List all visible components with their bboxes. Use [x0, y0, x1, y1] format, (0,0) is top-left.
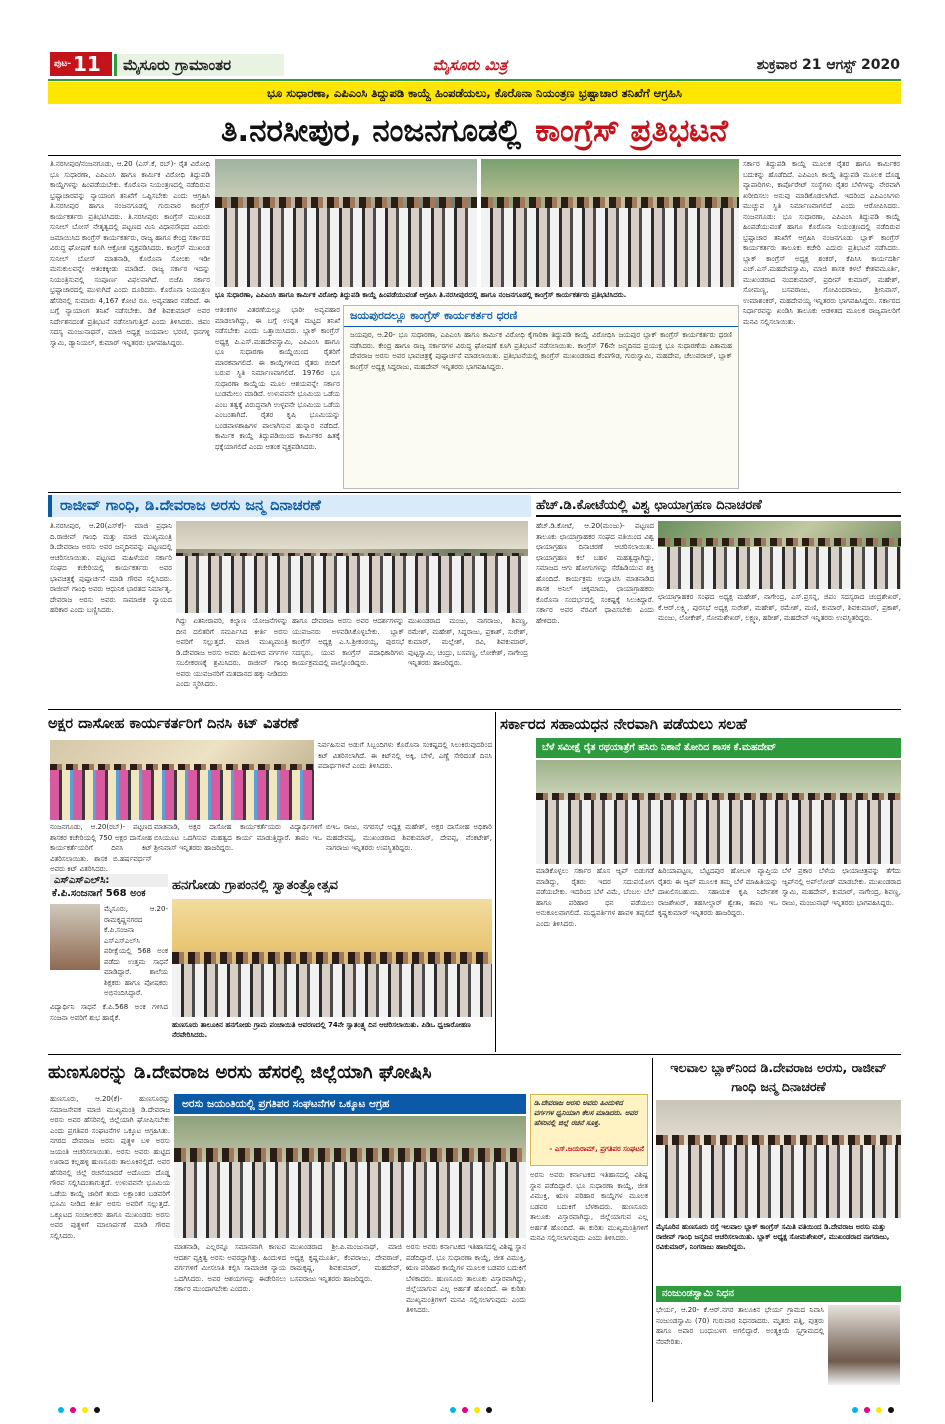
hunsur-quote: ಡಿ.ದೇವರಾಜ ಅರಸು ಅವರು ಹಿಂದುಳಿದ ವರ್ಗಗಳ ಧ್ವನಿಯಾಗಿ ಕೆಲಸ ಮಾಡಿದರು. ಅವರ ಹೆಸರಿನಲ್ಲಿ ಜಿಲ್ಲೆ ರಚನೆ ಸೂಕ್ತ. [534, 1099, 638, 1127]
masthead-rule [48, 79, 901, 81]
akshara-body-4: ಬಿಇಒ ರಾಜು, ನಗರಸಭೆ ಅಧ್ಯಕ್ಷ ಮಹೇಶ್, ಅಕ್ಷರ ದಾಸೋಹ ಅಧಿಕಾರಿ ಮಹದೇವಪ್ಪ, ಮುಖಂಡರಾದ ಶಿವಕುಮಾರ್, ದೇವಪ್ಪ, ವೆಂಕಟೇಶ್, ನಾಗರಾಜು ಇನ್ನಿತರರು ಉಪಸ್ಥಿತರಿದ್ದರು. [326, 823, 492, 852]
lead-body-col2: ಆತಂಕಗಳ ವಿತರಣೆಯಲ್ಲೂ ಭಾರೀ ಅವ್ಯವಹಾರ ಮಾಡಲಾಗಿದ್ದು, ಈ ಬಗ್ಗೆ ಉನ್ನತ ಮಟ್ಟದ ತನಿಖೆ ನಡೆಸಬೇಕು ಎಂದು ಒತ್ತಾಯಿಸಿದರು. ಬ್ಲಾಕ್ ಕಾಂಗ್ರೆಸ್ ಅಧ್ಯಕ್ಷ ಪಿ.ಎಸ್.ಮಹದೇವಸ್ವಾಮಿ, ಎಪಿಎಂಸಿ ಹಾಗೂ ಭೂ ಸುಧಾರಣಾ ಕಾಯ್ದೆಯಿಂದ ರೈತರಿಗೆ ಮಾರಕವಾಗಲಿದೆ. ಈ ಕಾಯ್ದೆಗಳಿಂದ ರೈತರು ಬೀದಿಗೆ ಬರುವ ಸ್ಥಿತಿ ನಿರ್ಮಾಣವಾಗಲಿದೆ. 1976ರ ಭೂ ಸುಧಾರಣಾ ಕಾಯ್ದೆಯ ಮೂಲ ಆಶಯವನ್ನೇ ಸರ್ಕಾರ ಬುಡಮೇಲು ಮಾಡಿದೆ. ಉಳುವವನೇ ಭೂಮಿಯ ಒಡೆಯ ಎಂಬ ತತ್ವಕ್ಕೆ ವಿರುದ್ಧವಾಗಿ ಉಳ್ಳವನೇ ಭೂಮಿಯ ಒಡೆಯ ಎಂಬಂತಾಗಿದೆ. ರೈತರ ಕೃಷಿ ಭೂಮಿಯನ್ನು ಬಂಡವಾಳಶಾಹಿಗಳ ಪಾಲಾಗಿಸುವ ಹುನ್ನಾರ ನಡೆದಿದೆ. ಕಾರ್ಮಿಕ ಕಾಯ್ದೆ ತಿದ್ದುಪಡಿಯಿಂದ ಕಾರ್ಮಿಕರ ಹಿತಕ್ಕೆ ಧಕ್ಕೆಯಾಗಲಿದೆ ಎಂದು ಆತಂಕ ವ್ಯಕ್ತಪಡಿಸಿದರು. [215, 306, 340, 451]
sarkara-body-2: ಮಾಡಿಕೊಳ್ಳಲು ಸರ್ಕಾರ ಹೊಸ ಆ್ಯಪ್ ಬಿಡುಗಡೆ ಮಾಡಿದ್ದು, ರೈತರು ಇದರ ಸದುಪಯೋಗ ಪಡೆಯಬೇಕು. ಇದರಿಂದ ಬೆಳೆ ವಿಮೆ, ಬೆಂಬಲ ಬೆಲೆ ಹಾಗೂ ಪರಿಹಾರ ಧನ ಪಡೆಯಲು ಅನುಕೂಲವಾಗಲಿದೆ. ಮಧ್ಯವರ್ತಿಗಳ ಹಾವಳಿ ತಪ್ಪಲಿದೆ ಎಂದು ತಿಳಿಸಿದರು. [536, 867, 654, 928]
hunsur-headline: ಹುಣಸೂರನ್ನು ಡಿ.ದೇವರಾಜ ಅರಸು ಹೆಸರಲ್ಲಿ ಜಿಲ್ಲೆಯಾಗಿ ಘೋಷಿಸಿ [48, 1062, 432, 1083]
ilavala-headline: ಇಲವಾಲ ಬ್ಲಾಕ್‌ನಿಂದ ಡಿ.ದೇವರಾಜ ಅರಸು, ರಾಜೀವ್ ಗಾಂಧಿ ಜನ್ಮ ದಿನಾಚರಣೆ [670, 1060, 887, 1094]
registration-mark [58, 1407, 64, 1413]
hunsur-quote-author: - ಎಸ್.ಜಯರಾಮ್, ಪ್ರಗತಿಪರ ಸಂಘಟನೆ [549, 1145, 644, 1153]
registration-mark [450, 1407, 456, 1413]
page-number: 11 [72, 52, 101, 76]
sarkara-body-3: ಹಿರಿಯಾಪಟ್ಟಣ, ಬೆಟ್ಟದಪುರ ಹೋಬಳಿ ವ್ಯಾಪ್ತಿಯ ರೈತರು ಈ ಆ್ಯಪ್ ಮೂಲಕ ತಮ್ಮ ಬೆಳೆ ಮಾಹಿತಿಯನ್ನು ದಾಖಲಿಸಬಹುದು. ಸಹಾಯಕ ಕೃಷಿ ನಿರ್ದೇಶಕ ರಾಜಶೇಖರ್, ತಹಸೀಲ್ದಾರ್ ಶ್ವೇತಾ, ತಾಪಂ ಇಒ ಕೃಷ್ಣಕುಮಾರ್ ಇನ್ನಿತರರು ಹಾಜರಿದ್ದರು. [658, 867, 778, 917]
registration-mark [876, 1407, 882, 1413]
lead-body-col5: ಸರ್ಕಾರ ತಿದ್ದುಪಡಿ ಕಾಯ್ದೆ ಮೂಲಕ ರೈತರ ಹಾಗೂ ಕಾರ್ಮಿಕರ ಬದುಕನ್ನು ಹೊಡೆದಿದೆ. ಎಪಿಎಂಸಿ ಕಾಯ್ದೆ ತಿದ್ದುಪಡಿ ಮೂಲಕ ದೊಡ್ಡ ವ್ಯಾಪಾರಿಗಳು, ಕಾರ್ಪೊರೇಟ್ ಸಂಸ್ಥೆಗಳು ರೈತರ ಬೆಳೆಗಳನ್ನು ನೇರವಾಗಿ ಖರೀದಿಸಲು ಅನುವು ಮಾಡಿಕೊಡಲಾಗಿದೆ. ಇದರಿಂದ ಎಪಿಎಂಸಿಗಳು ಮುಚ್ಚುವ ಸ್ಥಿತಿ ನಿರ್ಮಾಣವಾಗಲಿದೆ ಎಂದು ಆರೋಪಿಸಿದರು. ನಂಜನಗೂಡು: ಭೂ ಸುಧಾರಣಾ, ಎಪಿಎಂಸಿ ತಿದ್ದುಪಡಿ ಕಾಯ್ದೆ ಹಿಂಪಡೆಯುವಂತೆ ಹಾಗೂ ಕೊರೊನಾ ನಿಯಂತ್ರಣದಲ್ಲಿ ನಡೆದಿರುವ ಭ್ರಷ್ಟಾಚಾರ ತನಿಖೆಗೆ ಆಗ್ರಹಿಸಿ ನಂಜನಗೂಡು ಬ್ಲಾಕ್ ಕಾಂಗ್ರೆಸ್ ಕಾರ್ಯಕರ್ತರು ತಾಲೂಕು ಕಚೇರಿ ಎದುರು ಪ್ರತಿಭಟನೆ ನಡೆಸಿದರು. ಬ್ಲಾಕ್ ಕಾಂಗ್ರೆಸ್ ಅಧ್ಯಕ್ಷ ಶಂಕರ್, ಕೆಪಿಸಿಸಿ ಕಾರ್ಯದರ್ಶಿ ಎಚ್.ಎಸ್.ಮಹದೇವಸ್ವಾಮಿ, ಮಾಜಿ ಶಾಸಕ ಕಳಲೆ ಕೇಶವಮೂರ್ತಿ, ಮುಖಂಡರಾದ ನಂದಕುಮಾರ್, ಪ್ರದೀಪ್ ಕುಮಾರ್, ಮಹೇಶ್, ಸೋಮಣ್ಣ, ಬಸವರಾಜು, ಗೋವಿಂದರಾಜು, ಶ್ರೀನಿವಾಸ್, ಉಮಾಶಂಕರ್, ಮಹದೇವಯ್ಯ ಇನ್ನಿತರರು ಭಾಗವಹಿಸಿದ್ದರು. ಸರ್ಕಾರದ ನಿರ್ಧಾರವನ್ನು ಖಂಡಿಸಿ ತಾಲೂಕು ಆಡಳಿತದ ಮೂಲಕ ರಾಜ್ಯಪಾಲರಿಗೆ ಮನವಿ ಸಲ್ಲಿಸಲಾಯಿತು. [743, 160, 900, 326]
page-number-badge [50, 52, 112, 76]
sslc-headline: ಎಸ್‌ಎಸ್‌ಎಲ್‌ಸಿ: [50, 874, 168, 887]
akshara-body-1: ನಂಜನಗೂಡು, ಆ.20(ರಬ್)- ಪಟ್ಟಣದ ಶಾಸಕರ ಕಚೇರಿಯಲ್ಲಿ 750 ಅಕ್ಷರ ದಾಸೋಹ ಕಾರ್ಯಕರ್ತೆಯರಿಗೆ ದಿನಸಿ ಕಿಟ್ ವಿತರಿಸಲಾಯಿತು. ಶಾಸಕ ಬಿ.ಹರ್ಷವರ್ಧನ್ ಅವರು ಕಿಟ್ ವಿತರಿಸಿದರು. [50, 823, 152, 872]
sarkara-banner [536, 738, 901, 758]
rajiv-photo [176, 521, 528, 613]
registration-mark [852, 1407, 858, 1413]
akshara-photo [50, 740, 314, 820]
registration-mark [864, 1407, 870, 1413]
sarkara-photo [536, 760, 901, 864]
obituary-body: ಭೇರ್ಯ, ಆ.20- ಕೆ.ಆರ್.ನಗರ ತಾಲೂಕಿನ ಭೇರ್ಯ ಗ್ರಾಮದ ನಿವಾಸಿ ನಂಜುಂಡಸ್ವಾಮಿ (70) ಗುರುವಾರ ನಿಧನರಾದರು. ಮೃತರು ಪತ್ನಿ, ಪುತ್ರರು ಹಾಗೂ ಅಪಾರ ಬಂಧುಬಳಗ ಅಗಲಿದ್ದಾರೆ. ಅಂತ್ಯಕ್ರಿಯೆ ಸ್ವಗ್ರಾಮದಲ್ಲಿ ನೆರವೇರಿತು. [656, 1306, 824, 1346]
registration-mark [82, 1407, 88, 1413]
sslc-subhead: ಕೆ.ಪಿ.ಸಂಜನಾಗೆ 568 ಅಂಕ [52, 888, 146, 899]
rajiv-body-2: ಗಿದ್ದು ಏತನೀರಾವರಿ, ಕಲ್ಯಾಣ ಯೋಜನೆಗಳನ್ನು ದೀನ ದಲಿತರಿಗೆ ಸಮರ್ಪಿಸಿದ ಕೀರ್ತಿ ಅರಸು ಅವರಿಗೆ ಸಲ್ಲುತ್ತದೆ. ಮಾಜಿ ಮುಖ್ಯಮಂತ್ರಿ ಡಿ.ದೇವರಾಜ ಅರಸು ಅವರು ಹಿಂದುಳಿದ ವರ್ಗಗಳ ಸಬಲೀಕರಣಕ್ಕೆ ಶ್ರಮಿಸಿದರು. ರಾಜೀವ್ ಗಾಂಧಿ ಅವರು ಯುವಜನರಿಗೆ ಮತದಾನದ ಹಕ್ಕು ನೀಡಿದರು ಎಂದು ಸ್ಮರಿಸಿದರು. [176, 617, 288, 688]
lead-headline [48, 108, 901, 154]
issue-date: ಶುಕ್ರವಾರ 21 ಆಗಸ್ಟ್ 2020 [756, 57, 900, 73]
rule [48, 492, 901, 493]
registration-mark [462, 1407, 468, 1413]
rajiv-body-3: ಹಾಗೂ ದೇವರಾಜ ಅರಸು ಅವರ ಆದರ್ಶಗಳನ್ನು ಯುವಜನರು ಅಳವಡಿಸಿಕೊಳ್ಳಬೇಕು. ಬ್ಲಾಕ್ ಕಾಂಗ್ರೆಸ್ ಅಧ್ಯಕ್ಷ ಎ.ಸಿ.ಶ್ರೀಕಂಠಯ್ಯ, ಪುರಸಭೆ ಸದಸ್ಯರು, ಯುವ ಕಾಂಗ್ರೆಸ್ ಪದಾಧಿಕಾರಿಗಳು ಕಾರ್ಯಕ್ರಮದಲ್ಲಿ ಪಾಲ್ಗೊಂಡಿದ್ದರು. [292, 617, 404, 667]
sslc-student-photo [50, 904, 100, 970]
hunsur-body-2: ಮಾತನಾಡಿ, ಎಲ್ಲರನ್ನೂ ಸಮಾನವಾಗಿ ಕಾಣುವ ಆದರ್ಶ ವ್ಯಕ್ತಿತ್ವ ಅರಸು ಅವರದ್ದಾಗಿತ್ತು. ಹಿಂದುಳಿದ ವರ್ಗಗಳಿಗೆ ಮೀಸಲಾತಿ ಕಲ್ಪಿಸಿ ಸಾಮಾಜಿಕ ನ್ಯಾಯ ಒದಗಿಸಿದರು. ಅವರ ಆಶಯಗಳನ್ನು ಈಡೇರಿಸಲು ಸರ್ಕಾರ ಮುಂದಾಗಬೇಕು ಎಂದರು. [174, 1243, 286, 1293]
registration-mark [474, 1407, 480, 1413]
rajiv-headline: ರಾಜೀವ್ ಗಾಂಧಿ, ಡಿ.ದೇವರಾಜ ಅರಸು ಜನ್ಮ ದಿನಾಚರಣೆ [60, 498, 321, 514]
paper-name: ಮೈಸೂರು ಮಿತ್ರ [432, 56, 508, 74]
hunsur-banner-text: ಅರಸು ಜಯಂತಿಯಲ್ಲಿ ಪ್ರಗತಿಪರ ಸಂಘಟನೆಗಳ ಒಕ್ಕೂಟ ಆಗ್ರಹ [182, 1098, 390, 1110]
registration-mark [888, 1407, 894, 1413]
hdkote-headline: ಹೆಚ್.ಡಿ.ಕೋಟೆಯಲ್ಲಿ ವಿಶ್ವ ಛಾಯಾಗ್ರಹಣ ದಿನಾಚರಣೆ [536, 495, 901, 517]
hunsur-body-4: ಅರಸು ಅವರು ಕರ್ನಾಟಕದ ಇತಿಹಾಸದಲ್ಲಿ ವಿಶಿಷ್ಟ ಸ್ಥಾನ ಪಡೆದಿದ್ದಾರೆ. ಭೂ ಸುಧಾರಣಾ ಕಾಯ್ದೆ, ಜೀತ ವಿಮುಕ್ತಿ, ಋಣ ಪರಿಹಾರ ಕಾಯ್ದೆಗಳ ಮೂಲಕ ಬಡವರ ಬದುಕಿಗೆ ಬೆಳಕಾದರು. ಹುಣಸೂರು ತಾಲೂಕು ವಿಸ್ತಾರವಾಗಿದ್ದು, ಜಿಲ್ಲೆಯಾಗುವ ಎಲ್ಲ ಅರ್ಹತೆ ಹೊಂದಿದೆ. ಈ ಕುರಿತು ಮುಖ್ಯಮಂತ್ರಿಗಳಿಗೆ ಮನವಿ ಸಲ್ಲಿಸಲಾಗುವುದು ಎಂದು ತಿಳಿಸಿದರು. [406, 1243, 526, 1314]
protest-photo-nanjangud [481, 159, 739, 287]
sub-head: ಜಯಪುರದಲ್ಲೂ ಕಾಂಗ್ರೆಸ್ ಕಾರ್ಯಕರ್ತರ ಧರಣಿ [344, 306, 738, 327]
lead-headline-red: ಕಾಂಗ್ರೆಸ್ ಪ್ರತಿಭಟನೆ [535, 112, 728, 149]
hunsur-body-1: ಹುಣಸೂರು, ಆ.20(ಕೆ)- ಹುಣಸೂರನ್ನು ಸಮಾಜಸೇವಕ ಮಾಜಿ ಮುಖ್ಯಮಂತ್ರಿ ಡಿ.ದೇವರಾಜ ಅರಸು ಅವರ ಹೆಸರಿನಲ್ಲಿ ಜಿಲ್ಲೆಯಾಗಿ ಘೋಷಿಸಬೇಕು ಎಂದು ಪ್ರಗತಿಪರ ಸಂಘಟನೆಗಳ ಒಕ್ಕೂಟ ಆಗ್ರಹಿಸಿತು. ನಗರದ ದೇವರಾಜ ಅರಸು ಪುತ್ಥಳಿ ಬಳಿ ಅರಸು ಜಯಂತಿ ಆಚರಿಸಲಾಯಿತು. ಅರಸು ಅವರು ಹುಟ್ಟಿದ ಊರಾದ ಕಲ್ಲಹಳ್ಳಿ ಹುಣಸೂರು ತಾಲೂಕಿನಲ್ಲಿದೆ. ಅವರ ಹೆಸರಿನಲ್ಲಿ ಜಿಲ್ಲೆ ರಚನೆಯಾದರೆ ಅದೊಂದು ದೊಡ್ಡ ಗೌರವ ಸಲ್ಲಿಸಿದಂತಾಗುತ್ತದೆ. ಉಳುವವನೇ ಭೂಮಿಯ ಒಡೆಯ ಕಾಯ್ದೆ ಜಾರಿಗೆ ತಂದು ಲಕ್ಷಾಂತರ ಬಡವರಿಗೆ ಭೂಮಿ ನೀಡಿದ ಕೀರ್ತಿ ಅರಸು ಅವರಿಗೆ ಸಲ್ಲುತ್ತದೆ. ಒಕ್ಕೂಟದ ಸಂಚಾಲಕರು ಹಾಗೂ ಮುಖಂಡರು ಅರಸು ಅವರ ಪುತ್ಥಳಿಗೆ ಮಾಲಾರ್ಪಣೆ ಮಾಡಿ ಗೌರವ ಸಲ್ಲಿಸಿದರು. [50, 1095, 170, 1240]
hunsur-banner [174, 1094, 526, 1114]
sslc-footnote: ವಿದ್ಯಾರ್ಥಿನಿ ಸಾಧನೆ ಕೆ.ಪಿ.568 ಅಂಕ ಗಳಿಸಿದ ಸಂಜನಾ ಅವರಿಗೆ ಶುಭ ಹಾರೈಕೆ. [50, 1003, 168, 1022]
rajiv-body-1: ತಿ.ನರಸೀಪುರ, ಆ.20(ಎಸ್‌ಕೆ)- ಮಾಜಿ ಪ್ರಧಾನಿ ದಿ.ರಾಜೀವ್ ಗಾಂಧಿ ಮತ್ತು ಮಾಜಿ ಮುಖ್ಯಮಂತ್ರಿ ಡಿ.ದೇವರಾಜ ಅರಸು ಅವರ ಜನ್ಮದಿನವನ್ನು ಪಟ್ಟಣದಲ್ಲಿ ಆಚರಿಸಲಾಯಿತು. ಪಟ್ಟಣದ ಮಹಿಳೆಯರ ಸರ್ಕಾರಿ ಸಂಘದ ಕಚೇರಿಯಲ್ಲಿ ಕಾರ್ಯಕರ್ತರು ಅವರ ಭಾವಚಿತ್ರಕ್ಕೆ ಪುಷ್ಪಾರ್ಚನೆ ಮಾಡಿ ಗೌರವ ಸಲ್ಲಿಸಿದರು. ರಾಜೀವ್ ಗಾಂಧಿ ಅವರು ಆಧುನಿಕ ಭಾರತದ ನಿರ್ಮಾತೃ. ದೇವರಾಜ ಅರಸು ಅವರು ಸಾಮಾಜಿಕ ನ್ಯಾಯದ ಹರಿಕಾರ ಎಂದು ಬಣ್ಣಿಸಿದರು. [50, 522, 172, 614]
rule [48, 709, 901, 710]
ilavala-caption: ಮೈಸೂರಿನ ಹುಣಸೂರು ರಸ್ತೆ ಇಲವಾಲ ಬ್ಲಾಕ್ ಕಾಂಗ್ರೆಸ್ ಸಮಿತಿ ವತಿಯಿಂದ ಡಿ.ದೇವರಾಜ ಅರಸು ಮತ್ತು ರಾಜೀವ್ ಗಾಂಧಿ ಜನ್ಮದಿನ ಆಚರಿಸಲಾಯಿತು. ಬ್ಲಾಕ್ ಅಧ್ಯಕ್ಷ ಸೋಮಶೇಖರ್, ಮುಖಂಡರಾದ ನಾಗರಾಜು, ರವಿಕುಮಾರ್, ನಿಂಗರಾಜು ಹಾಜರಿದ್ದರು. [656, 1223, 890, 1251]
divider [495, 712, 496, 1052]
obituary-portrait [828, 1305, 900, 1385]
sslc-body: ಮೈಸೂರು, ಆ.20- ರಾಮಕೃಷ್ಣನಗರದ ಕೆ.ಪಿ.ಸಂಜನಾ ಎಸ್‌ಎಸ್‌ಎಲ್‌ಸಿ ಪರೀಕ್ಷೆಯಲ್ಲಿ 568 ಅಂಕ ಪಡೆದು ಉತ್ತಮ ಸಾಧನೆ ಮಾಡಿದ್ದಾರೆ. ಶಾಲೆಯ ಶಿಕ್ಷಕರು ಹಾಗೂ ಪೋಷಕರು ಅಭಿನಂದಿಸಿದ್ದಾರೆ. [104, 905, 168, 997]
hdkote-photo [658, 521, 901, 589]
ilavala-photo [656, 1100, 901, 1218]
protest-photo-tnarsipur [215, 159, 477, 287]
sub-body: ಜಯಪುರ, ಆ.20- ಭೂ ಸುಧಾರಣಾ, ಎಪಿಎಂಸಿ ಹಾಗೂ ಕಾರ್ಮಿಕ ವಿರೋಧಿ ಕೈಗಾರಿಕಾ ತಿದ್ದುಪಡಿ ಕಾಯ್ದೆ ವಿರೋಧಿಸಿ ಜಯಪುರ ಬ್ಲಾಕ್ ಕಾಂಗ್ರೆಸ್ ಕಾರ್ಯಕರ್ತರು ಧರಣಿ ನಡೆಸಿದರು. ಕೇಂದ್ರ ಹಾಗೂ ರಾಜ್ಯ ಸರ್ಕಾರಗಳ ವಿರುದ್ಧ ಘೋಷಣೆ ಕೂಗಿ ಪ್ರತಿಭಟನೆ ನಡೆಸಲಾಯಿತು. ಕಾಂಗ್ರೆಸ್ 76ನೇ ಜನ್ಮದಿನದ ಪ್ರಯುಕ್ತ ಭೂ ಸುಧಾರಣೆಯ ಪಿತಾಮಹ ದೇವರಾಜ ಅರಸು ಅವರ ಭಾವಚಿತ್ರಕ್ಕೆ ಪುಷ್ಪಾರ್ಚನೆ ಮಾಡಲಾಯಿತು. ಪ್ರತಿಭಟನೆಯಲ್ಲಿ ಕಾಂಗ್ರೆಸ್ ಮುಖಂಡರಾದ ಕೆಂಪಗೌಡ, ಗುರುಸ್ವಾಮಿ, ಮಹದೇವ, ಚೆಲುವರಾಜ್, ಬ್ಲಾಕ್ ಕಾಂಗ್ರೆಸ್ ಅಧ್ಯಕ್ಷ ಸಿದ್ದರಾಜು, ಮಹದೇವ್ ಇನ್ನಿತರರು ಭಾಗವಹಿಸಿದ್ದರು. [350, 331, 732, 371]
rajiv-body-4: ಮುಖಂಡರಾದ ಮಂಜು, ನಾಗರಾಜು, ಶಿವಣ್ಣ, ರಮೇಶ್, ಮಹೇಶ್, ಸಿದ್ದರಾಜು, ಪ್ರಕಾಶ್, ಸುರೇಶ್, ಕುಮಾರ್, ಮಲ್ಲೇಶ್, ರವಿ, ಶಿವಕುಮಾರ್, ಪುಟ್ಟಸ್ವಾಮಿ, ಚಂದ್ರು, ಬಸವಣ್ಣ, ಲೋಕೇಶ್, ನಾಗೇಂದ್ರ ಇನ್ನಿತರರು ಹಾಜರಿದ್ದರು. [408, 617, 528, 667]
hanagodu-headline: ಹನಗೋಡು ಗ್ರಾಪಂನಲ್ಲಿ ಸ್ವಾತಂತ್ರ್ಯೋತ್ಸವ [172, 878, 338, 893]
page-label: ಪುಟ- [54, 59, 71, 69]
hanagodu-photo [172, 899, 492, 1017]
lead-photo-caption: ಭೂ ಸುಧಾರಣಾ, ಎಪಿಎಂಸಿ ಹಾಗೂ ಕಾರ್ಮಿಕ ವಿರೋಧಿ ತಿದ್ದುಪಡಿ ಕಾಯ್ದೆ ಹಿಂಪಡೆಯುವಂತೆ ಆಗ್ರಹಿಸಿ ತಿ.ನರಸೀಪುರದಲ್ಲಿ ಹಾಗೂ ನಂಜನಗೂಡಲ್ಲಿ ಕಾಂಗ್ರೆಸ್ ಕಾರ್ಯಕರ್ತರು ಪ್ರತಿಭಟಿಸಿದರು. [215, 291, 627, 299]
lead-kicker: ಭೂ ಸುಧಾರಣಾ, ಎಪಿಎಂಸಿ ತಿದ್ದುಪಡಿ ಕಾಯ್ದೆ ಹಿಂಪಡೆಯಲು, ಕೊರೊನಾ ನಿಯಂತ್ರಣ ಭ್ರಷ್ಟಾಚಾರ ತನಿಖೆಗೆ ಆಗ್ರಹಿಸಿ [48, 82, 901, 104]
hunsur-photo [174, 1116, 526, 1238]
hunsur-body-4b: ಅರಸು ಅವರು ಕರ್ನಾಟಕದ ಇತಿಹಾಸದಲ್ಲಿ ವಿಶಿಷ್ಟ ಸ್ಥಾನ ಪಡೆದಿದ್ದಾರೆ. ಭೂ ಸುಧಾರಣಾ ಕಾಯ್ದೆ, ಜೀತ ವಿಮುಕ್ತಿ, ಋಣ ಪರಿಹಾರ ಕಾಯ್ದೆಗಳ ಮೂಲಕ ಬಡವರ ಬದುಕಿಗೆ ಬೆಳಕಾದರು. ಹುಣಸೂರು ತಾಲೂಕು ವಿಸ್ತಾರವಾಗಿದ್ದು, ಜಿಲ್ಲೆಯಾಗುವ ಎಲ್ಲ ಅರ್ಹತೆ ಹೊಂದಿದೆ. ಈ ಕುರಿತು ಮುಖ್ಯಮಂತ್ರಿಗಳಿಗೆ ಮನವಿ ಸಲ್ಲಿಸಲಾಗುವುದು ಎಂದು ತಿಳಿಸಿದರು. [530, 1171, 648, 1242]
rule [48, 155, 901, 156]
akshara-headline: ಅಕ್ಷರ ದಾಸೋಹ ಕಾರ್ಯಕರ್ತರಿಗೆ ದಿನಸಿ ಕಿಟ್ ವಿತರಣೆ [48, 716, 299, 732]
hunsur-body-3: ಮುಖಂಡರಾದ ಶ್ರೀ.ಪಿ.ಮಂಜುನಾಥ್, ಮಾಜಿ ಅಧ್ಯಕ್ಷ ಕೃಷ್ಣಮೂರ್ತಿ, ಕೆಂಪರಾಜು, ದೇವರಾಜ್, ರಾಮಕೃಷ್ಣ, ಶಿವಕುಮಾರ್, ಮಹದೇವ್, ಬಸವರಾಜು ಇನ್ನಿತರರು ಹಾಜರಿದ್ದರು. [290, 1243, 402, 1283]
rule [48, 1054, 901, 1055]
rajiv-headline-box [48, 495, 531, 517]
lead-headline-black: ತಿ.ನರಸೀಪುರ, ನಂಜನಗೂಡಲ್ಲಿ [221, 112, 522, 149]
sarkara-headline: ಸರ್ಕಾರದ ಸಹಾಯಧನ ನೇರವಾಗಿ ಪಡೆಯಲು ಸಲಹೆ [500, 715, 747, 733]
sslc-box [50, 874, 168, 1050]
akshara-body-3: ಮಾತನಾಡಿ, ಅಕ್ಷರ ದಾಸೋಹ ಕಾರ್ಯಕರ್ತೆಯರು ವಿದ್ಯಾರ್ಥಿಗಳಿಗೆ ಬಿಸಿಯೂಟ ಒದಗಿಸುವ ಮಹತ್ವದ ಕಾರ್ಯ ಮಾಡುತ್ತಿದ್ದಾರೆ. ತಾಪಂ ಇಒ ಶ್ರೀನಿವಾಸ್ ಇನ್ನಿತರರು ಹಾಜರಿದ್ದರು. [154, 823, 322, 852]
registration-mark [94, 1407, 100, 1413]
hdkote-body-1: ಹೆಚ್.ಡಿ.ಕೋಟೆ, ಆ.20(ಮಂಜು)- ಪಟ್ಟಣದ ತಾಲೂಕು ಛಾಯಾಗ್ರಾಹಕರ ಸಂಘದ ವತಿಯಿಂದ ವಿಶ್ವ ಛಾಯಾಗ್ರಹಣ ದಿನಾಚರಣೆ ಆಚರಿಸಲಾಯಿತು. ಛಾಯಾಗ್ರಹಣ ಕಲೆ ಬಹಳ ಮಹತ್ವದ್ದಾಗಿದ್ದು, ಸಮಾಜದ ಆಗು ಹೋಗುಗಳನ್ನು ಸೆರೆಹಿಡಿಯುವ ಶಕ್ತಿ ಹೊಂದಿದೆ. ಕಾರ್ಯಕ್ರಮ ಉದ್ಘಾಟಿಸಿ ಮಾತನಾಡಿದ ಶಾಸಕ ಅನಿಲ್ ಚಿಕ್ಕಮಾದು, ಛಾಯಾಗ್ರಾಹಕರು ಕೊರೊನಾ ಸಂದರ್ಭದಲ್ಲಿ ಸಂಕಷ್ಟಕ್ಕೆ ಸಿಲುಕಿದ್ದಾರೆ. ಸರ್ಕಾರ ಅವರ ನೆರವಿಗೆ ಧಾವಿಸಬೇಕು ಎಂದು ಹೇಳಿದರು. [536, 522, 654, 625]
registration-mark [486, 1407, 492, 1413]
hdkote-body-2: ಛಾಯಾಗ್ರಾಹಕರ ಸಂಘದ ಅಧ್ಯಕ್ಷ ಮಹೇಶ್, ನಾಗೇಂದ್ರ, ಎಸ್.ಪ್ರಸನ್ನ, ಜಿಪಂ ಸದಸ್ಯರಾದ ಚಂದ್ರಶೇಖರ್, ಕೆ.ಆರ್.ಲಕ್ಷ್ಮಿ, ಪುರಸಭೆ ಅಧ್ಯಕ್ಷ ಸುರೇಶ್, ಮಹೇಶ್, ರಮೇಶ್, ಮಣಿ, ಕುಮಾರ್, ಶಿವಕುಮಾರ್, ಪ್ರಕಾಶ್, ಮಂಜು, ಲೋಕೇಶ್, ಸೋಮಶೇಖರ್, ಲಕ್ಷ್ಮಣ, ಹರೀಶ್, ಮಹದೇವ್ ಇನ್ನಿತರರು ಉಪಸ್ಥಿತರಿದ್ದರು. [658, 593, 901, 622]
registration-mark [70, 1407, 76, 1413]
hanagodu-caption: ಹುಣಸೂರು ತಾಲೂಕಿನ ಹನಗೋಡು ಗ್ರಾಮ ಪಂಚಾಯಿತಿ ಆವರಣದಲ್ಲಿ 74ನೇ ಸ್ವಾತಂತ್ರ್ಯ ದಿನ ಆಚರಿಸಲಾಯಿತು. ಪಿಡಿಒ ಧ್ವಜಾರೋಹಣ ನೆರವೇರಿಸಿದರು. [172, 1021, 471, 1039]
lead-body-col1: ತಿ.ನರಸೀಪುರ/ನಂಜನಗೂಡು, ಆ.20 (ಎಸ್.ಕೆ, ರಬ್)- ರೈತ ವಿರೋಧಿ ಭೂ ಸುಧಾರಣಾ, ಎಪಿಎಂಸಿ ಹಾಗೂ ಕಾರ್ಮಿಕ ವಿರೋಧಿ ತಿದ್ದುಪಡಿ ಕಾಯ್ದೆಗಳನ್ನು ಹಿಂಪಡೆಯಬೇಕು. ಕೊರೊನಾ ನಿಯಂತ್ರಣದಲ್ಲಿ ನಡೆದಿರುವ ಭ್ರಷ್ಟಾಚಾರವನ್ನು ನ್ಯಾಯಾಂಗ ತನಿಖೆಗೆ ಒಪ್ಪಿಸಬೇಕು ಎಂದು ಆಗ್ರಹಿಸಿ ತಿ.ನರಸೀಪುರ ಹಾಗೂ ನಂಜನಗೂಡಲ್ಲಿ ಗುರುವಾರ ಕಾಂಗ್ರೆಸ್ ಕಾರ್ಯಕರ್ತರು ಪ್ರತಿಭಟಿಸಿದರು. ತಿ.ನರಸೀಪುರ: ಕಾಂಗ್ರೆಸ್ ಮುಖಂಡ ಸುನೀಲ್ ಬೋಸ್ ನೇತೃತ್ವದಲ್ಲಿ ಪಟ್ಟಣದ ಮಿನಿ ವಿಧಾನಸೌಧದ ಎದುರು ಜಮಾಯಿಸಿದ ಕಾಂಗ್ರೆಸ್ ಕಾರ್ಯಕರ್ತರು, ರಾಜ್ಯ ಹಾಗೂ ಕೇಂದ್ರ ಸರ್ಕಾರದ ವಿರುದ್ಧ ಘೋಷಣೆ ಕೂಗಿ ಆಕ್ರೋಶ ವ್ಯಕ್ತಪಡಿಸಿದರು. ಕಾಂಗ್ರೆಸ್ ಮುಖಂಡ ಸುನೀಲ್ ಬೋಸ್ ಮಾತನಾಡಿ, ಕೊರೊನಾ ಸೋಂಕು ಇಡೀ ಮನುಕುಲವನ್ನೇ ಆತಂಕಕ್ಕೀಡು ಮಾಡಿದೆ. ರಾಜ್ಯ ಸರ್ಕಾರ ಇದನ್ನು ನಿಯಂತ್ರಿಸುವಲ್ಲಿ ಸಂಪೂರ್ಣ ವಿಫಲವಾಗಿದೆ. ಬಿಜೆಪಿ ಸರ್ಕಾರ ಭ್ರಷ್ಟಾಚಾರದಲ್ಲಿ ಮುಳುಗಿದೆ ಎಂದು ದೂರಿದರು. ಕೊರೊನಾ ನಿಯಂತ್ರಣ ಹೆಸರಿನಲ್ಲಿ ಸುಮಾರು 4,167 ಕೋಟಿ ರೂ. ಅವ್ಯವಹಾರ ನಡೆದಿದೆ. ಈ ಬಗ್ಗೆ ನ್ಯಾಯಾಂಗ ತನಿಖೆ ನಡೆಸಬೇಕು. ಡಿಕೆ ಶಿವಕುಮಾರ್ ಅವರ ನಿರ್ದೇಶನದಂತೆ ಪ್ರತಿಭಟನೆ ನಡೆಸಲಾಗುತ್ತಿದೆ ಎಂದು ತಿಳಿಸಿದರು. ಜಿಪಂ ಸದಸ್ಯ ಮಂಜುನಾಥನ್, ಮಾಜಿ ಅಧ್ಯಕ್ಷ ಜಯಪಾಲ ಭರಣಿ, ಧನಗಳ್ಳಿ ಸ್ವಾಮಿ, ಡ್ಯಾನಿಯಲ್, ಕುಮಾರ್ ಇನ್ನಿತರರು ಭಾಗವಹಿಸಿದ್ದರು. [50, 160, 210, 347]
divider [652, 1058, 653, 1402]
sub-head-box [343, 305, 739, 489]
hunsur-quote-box [530, 1094, 648, 1166]
obituary-headline: ನಂಜುಂಡಸ್ವಾಮಿ ನಿಧನ [656, 1286, 901, 1302]
section-title: ಮೈಸೂರು ಗ್ರಾಮಾಂತರ [114, 54, 284, 76]
sarkara-banner-text: ಬೆಳೆ ಸಮೀಕ್ಷೆ ರೈತ ರಥಯಾತ್ರೆಗೆ ಹಸಿರು ನಿಶಾನೆ ತೋರಿದ ಶಾಸಕ ಕೆ.ಮಹದೇವ್ [542, 742, 777, 753]
akshara-body-2: ನಿರ್ವಹಿಸುವ ಅಡುಗೆ ಸಿಬ್ಬಂದಿಗಳು ಕೊರೊನಾ ಸಂಕಷ್ಟದಲ್ಲಿ ಸಿಲುಕಿರುವುದರಿಂದ ಕಿಟ್ ವಿತರಿಸಲಾಗಿದೆ. ಈ ಕಿಟ್‌ನಲ್ಲಿ ಅಕ್ಕಿ, ಬೇಳೆ, ಎಣ್ಣೆ ಸೇರಿದಂತೆ ದಿನಸಿ ಪದಾರ್ಥಗಳಿವೆ ಎಂದು ತಿಳಿಸಿದರು. [318, 741, 492, 770]
sarkara-body-4: ಬೆಳೆ ಪ್ರಕಾರ ಬೆಳೆಯ ಛಾಯಾಚಿತ್ರವನ್ನು ತೆಗೆದು ಆ್ಯಪ್‌ನಲ್ಲಿ ಅಪ್‌ಲೋಡ್ ಮಾಡಬೇಕು. ಮುಖಂಡರಾದ ಸ್ವಾಮಿ, ಮಹದೇವ್, ಕುಮಾರ್, ನಾಗೇಂದ್ರ, ಶಿವಣ್ಣ, ರಾಜು, ಮಂಜುನಾಥ್ ಇನ್ನಿತರರು ಭಾಗವಹಿಸಿದ್ದರು. [782, 867, 901, 907]
